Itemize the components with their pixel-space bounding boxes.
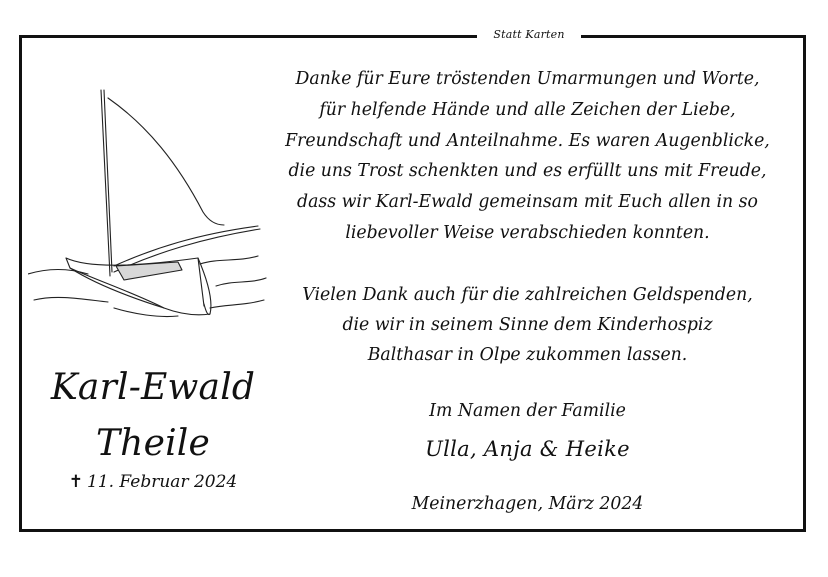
text-line: Freundschaft und Anteilnahme. Es waren Augenblicke, [285, 130, 770, 151]
cross-icon: ✝ [68, 472, 83, 492]
text-line: die uns Trost schenkten und es erfüllt uns mit Freude, [288, 161, 767, 182]
death-date: 11. Februar 2024 [86, 472, 238, 492]
donations-paragraph [270, 280, 785, 370]
text-line: die wir in seinem Sinne dem Kinderhospiz [342, 315, 713, 335]
place-date: Meinerzhagen, März 2024 [411, 494, 644, 514]
thanks-paragraph [270, 64, 785, 249]
text-line: Balthasar in Olpe zukommen lassen. [367, 345, 688, 365]
text-line: Danke für Eure tröstenden Umarmungen und Worte, [295, 69, 760, 89]
family-intro: Im Namen der Familie [429, 401, 626, 421]
signer-names: Ulla, Anja & Heike [425, 437, 630, 461]
sailboat-icon [28, 86, 268, 326]
deceased-last-name: Theile [95, 423, 211, 464]
text-line: Vielen Dank auch für die zahlreichen Geldspenden, [302, 285, 753, 305]
death-date-line [28, 470, 278, 494]
deceased-first-name: Karl-Ewald [50, 367, 256, 408]
text-line: für helfende Hände und alle Zeichen der Liebe, [319, 99, 736, 120]
text-line: liebevoller Weise verabschieden konnten. [345, 222, 710, 243]
header-label: Statt Karten [477, 27, 581, 43]
text-line: dass wir Karl-Ewald gemeinsam mit Euch allen in so [297, 192, 758, 213]
